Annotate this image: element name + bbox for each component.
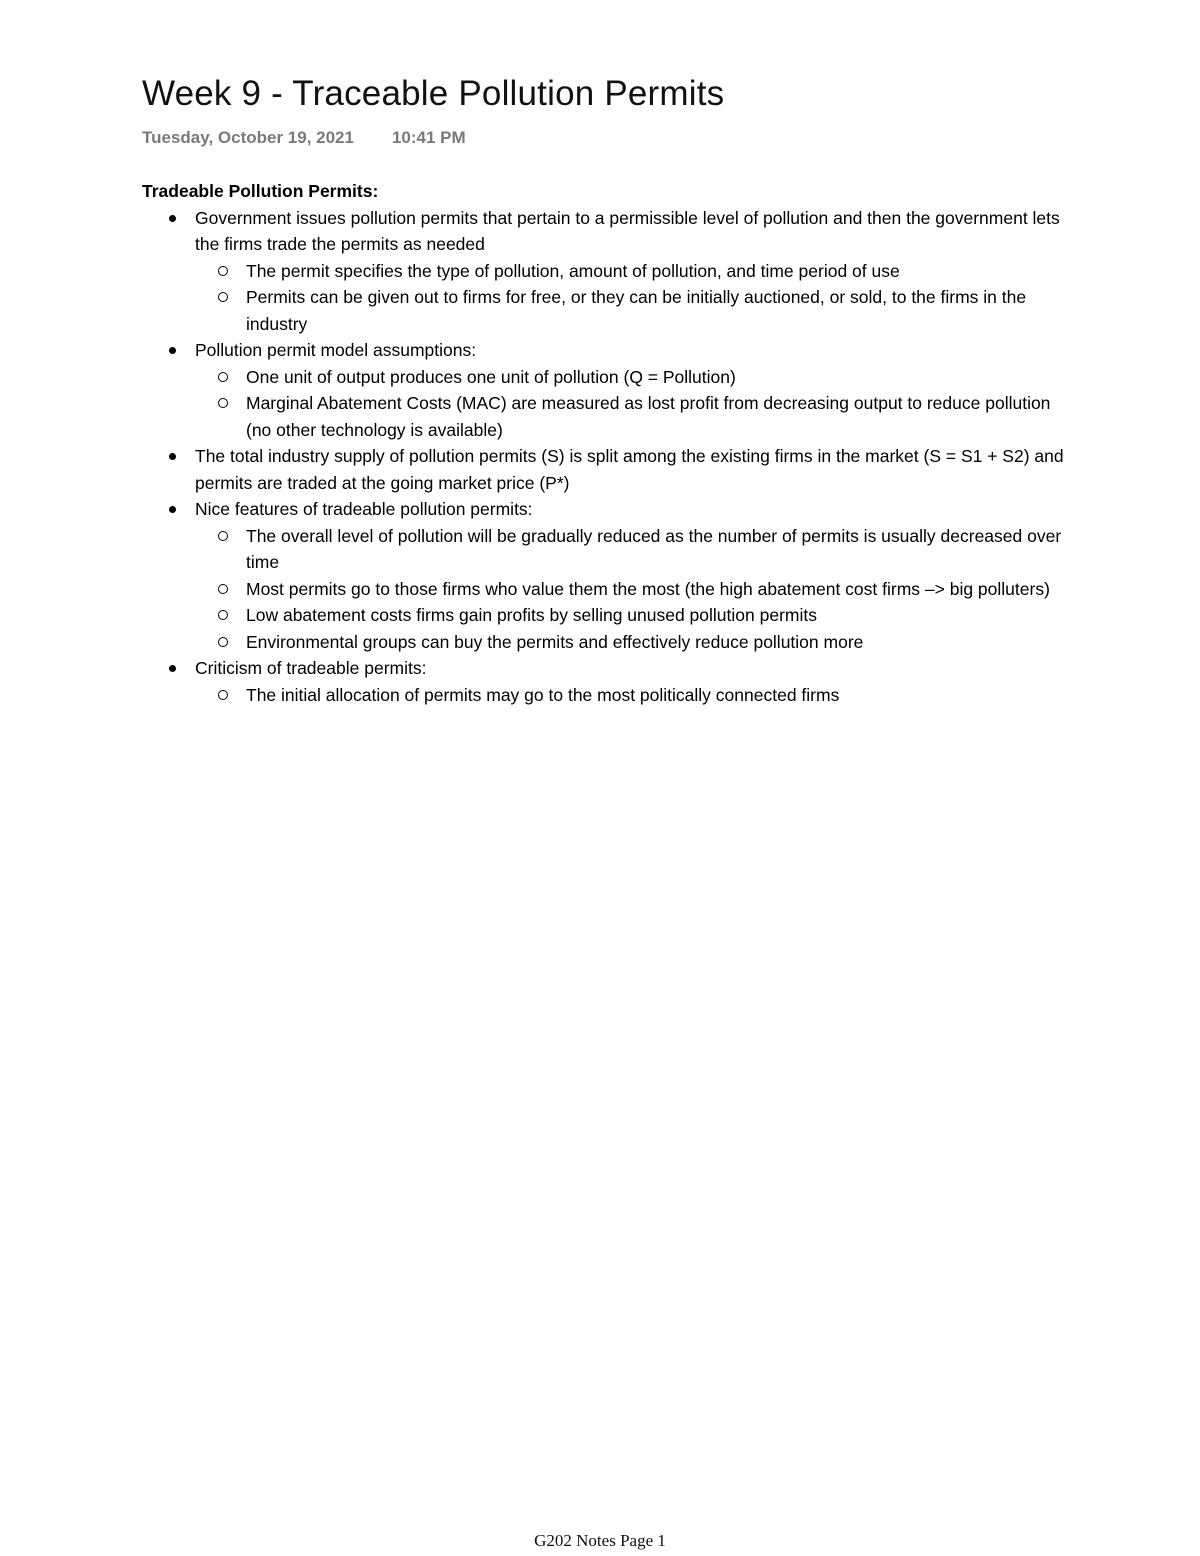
bullet-icon <box>169 453 176 460</box>
sub-bullet-list <box>194 364 1067 444</box>
list-item-text: The total industry supply of pollution permits (S) is split among the existing firms in the market (S = S1 + S2) and permits are traded at the going market price (P*) <box>195 446 1064 493</box>
sub-bullet-list <box>194 258 1067 338</box>
page-date: Tuesday, October 19, 2021 <box>142 128 354 147</box>
hollow-bullet-icon <box>218 610 228 620</box>
section-heading: Tradeable Pollution Permits: <box>142 181 379 201</box>
sub-list-item-text: Environmental groups can buy the permits and effectively reduce pollution more <box>246 631 864 652</box>
sub-list-item-text: The permit specifies the type of pollution, amount of pollution, and time period of use <box>246 260 900 281</box>
sub-list-item <box>194 523 1067 576</box>
hollow-bullet-icon <box>218 690 228 700</box>
sub-list-item-text: Most permits go to those firms who value them the most (the high abatement cost firms –> big polluters) <box>246 578 1050 599</box>
list-item <box>142 443 1067 496</box>
bullet-icon <box>169 506 176 513</box>
sub-list-item <box>194 364 1067 391</box>
sub-list-item-text: Permits can be given out to firms for free, or they can be initially auctioned, or sold, to the firms in the industry <box>246 287 1027 334</box>
bullet-icon <box>169 347 176 354</box>
list-item <box>142 337 1067 443</box>
bullet-list <box>142 205 1067 709</box>
sub-list-item <box>194 602 1067 629</box>
sub-list-item-text: Low abatement costs firms gain profits by selling unused pollution permits <box>246 605 817 625</box>
hollow-bullet-icon <box>218 637 228 647</box>
hollow-bullet-icon <box>218 398 228 408</box>
sub-bullet-list <box>194 682 1067 709</box>
hollow-bullet-icon <box>218 292 228 302</box>
sub-list-item-text: The overall level of pollution will be gradually reduced as the number of permits is usually decreased over time <box>246 525 1062 572</box>
list-item <box>142 205 1067 338</box>
sub-list-item <box>194 576 1067 603</box>
page-footer: G202 Notes Page 1 <box>534 1531 666 1550</box>
hollow-bullet-icon <box>218 584 228 594</box>
list-item-text: Government issues pollution permits that pertain to a permissible level of pollution and then the government lets the firms trade the permits as needed <box>195 207 1060 254</box>
bullet-icon <box>169 215 176 222</box>
sub-list-item <box>194 258 1067 285</box>
sub-list-item-text: One unit of output produces one unit of pollution (Q = Pollution) <box>246 366 736 387</box>
sub-list-item <box>194 682 1067 709</box>
hollow-bullet-icon <box>218 372 228 382</box>
page-time: 10:41 PM <box>391 128 466 147</box>
page-timestamp <box>142 128 466 148</box>
sub-list-item <box>194 284 1067 337</box>
sub-list-item-text: Marginal Abatement Costs (MAC) are measured as lost profit from decreasing output to reduce pollution (no other technology is available) <box>246 393 1051 440</box>
hollow-bullet-icon <box>218 266 228 276</box>
bullet-icon <box>169 665 176 672</box>
sub-list-item <box>194 629 1067 656</box>
list-item-text: Pollution permit model assumptions: <box>195 340 477 360</box>
note-body <box>142 178 1067 708</box>
sub-bullet-list <box>194 523 1067 656</box>
page-title: Week 9 - Traceable Pollution Permits <box>142 74 725 113</box>
sub-list-item-text: The initial allocation of permits may go to the most politically connected firms <box>246 684 840 705</box>
list-item <box>142 496 1067 655</box>
list-item <box>142 655 1067 708</box>
list-item-text: Nice features of tradeable pollution permits: <box>195 499 533 519</box>
list-item-text: Criticism of tradeable permits: <box>195 658 427 678</box>
sub-list-item <box>194 390 1067 443</box>
hollow-bullet-icon <box>218 531 228 541</box>
